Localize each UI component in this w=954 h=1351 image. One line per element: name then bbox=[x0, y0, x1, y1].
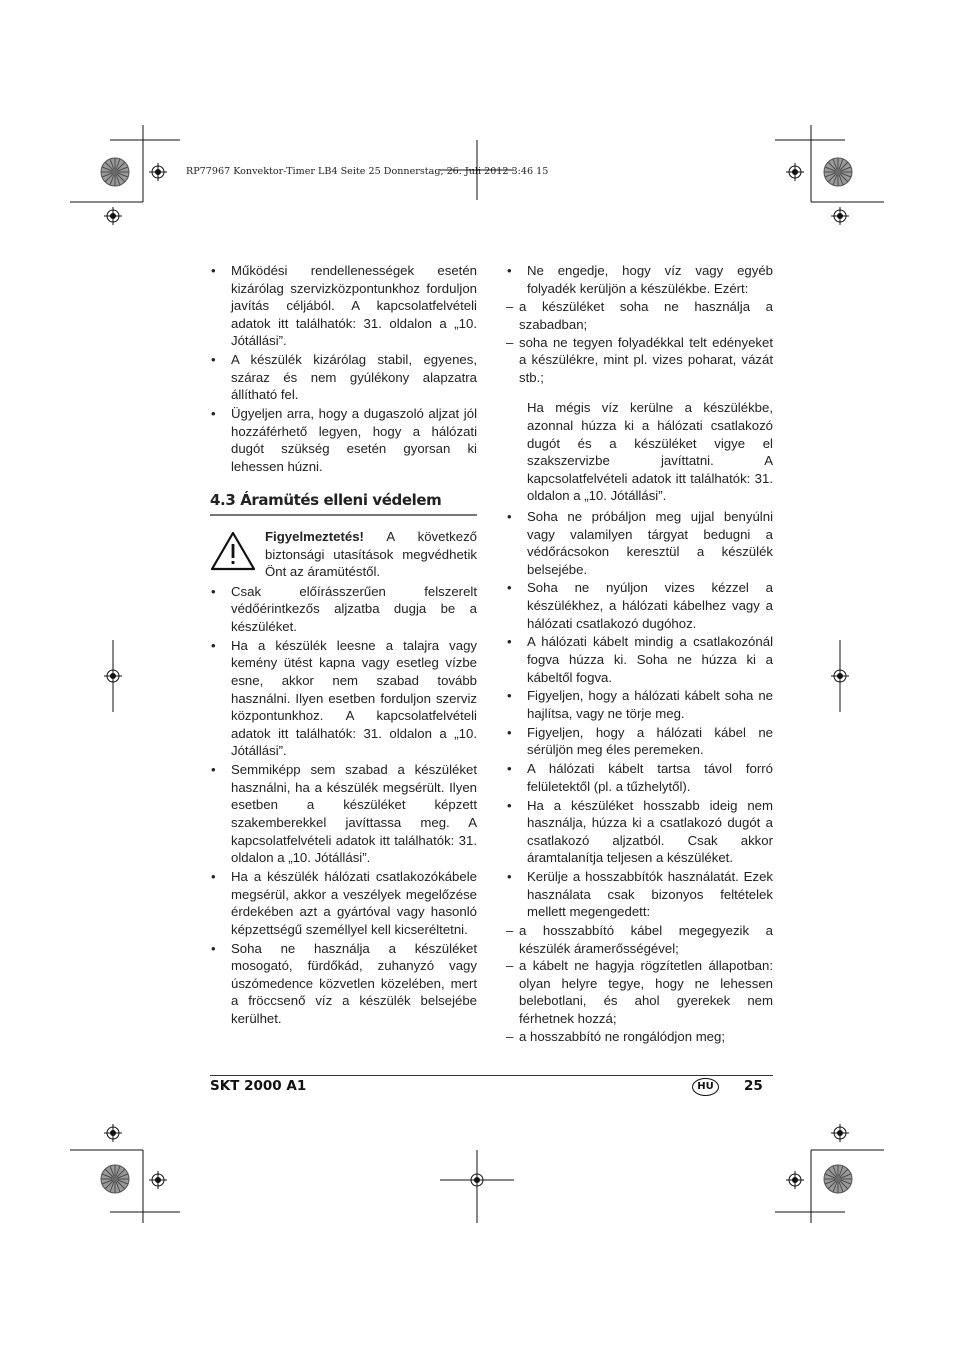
paragraph: Ha mégis víz kerülne a készülékbe, azonnal húzza ki a hálózati csatlakozó dugót és a készüléket vigye el szakszervizbe javíttatni. A kapcsolatfelvételi adatok itt találhatók: 31. oldalon a „10. Jótállási”. bbox=[527, 400, 773, 504]
crop-lines bbox=[70, 125, 884, 1223]
crosshair-registration-icon bbox=[786, 163, 804, 181]
list-item: • Működési rendellenességek esetén kizárólag szervizközpontunkhoz forduljon javítás céljából. A kapcsolatfelvételi adatok itt találhatók: 31. oldalon a „10. Jótállási”. bbox=[210, 262, 477, 350]
list-item: • Ha a készülék hálózati csatlakozókábele megsérül, akkor a veszélyek megelőzése érdekében azt a gyártóval vagy hasonló képzettségű személlyel kell kicseréltetni. bbox=[210, 868, 477, 938]
color-wheel-icon bbox=[101, 1165, 129, 1193]
crosshair-registration-icon bbox=[831, 207, 849, 225]
crosshair-registration-icon bbox=[104, 1124, 122, 1142]
footer-model: SKT 2000 A1 bbox=[210, 1078, 307, 1094]
print-header: RP77967 Konvektor-Timer LB4 Seite 25 Donnerstag, 26. Juli 2012 3:46 15 bbox=[186, 166, 549, 177]
list-item: • Ügyeljen arra, hogy a dugaszoló aljzat jól hozzáférhető legyen, hogy a hálózati dugót szükség esetén gyorsan ki lehessen húzni. bbox=[210, 405, 477, 475]
crosshair-registration-icon bbox=[468, 1171, 486, 1189]
list-item: • Ha a készülék leesne a talajra vagy kemény ütést kapna vagy esetleg vízbe esne, akkor nem szabad tovább használni. Ilyen esetben forduljon szerviz központunkhoz. A kapcsolatfelvételi adatok itt találhatók: 31. oldalon a „10. Jótállási”. bbox=[210, 637, 477, 760]
crosshair-registration-icon bbox=[831, 1124, 849, 1142]
list-item: • Csak előírásszerűen felszerelt védőérintkezős aljzatba dugja be a készüléket. bbox=[210, 583, 477, 636]
list-item: • A készülék kizárólag stabil, egyenes, száraz és nem gyúlékony alapzatra állítható fel. bbox=[210, 351, 477, 404]
list-item: • Semmiképp sem szabad a készüléket használni, ha a készülék megsérült. Ilyen esetben a készüléket képzett szakemberekkel javíttassa meg. A kapcsolatfelvételi adatok itt találhatók: 31. oldalon a „10. Jótállási”. bbox=[210, 761, 477, 867]
crosshair-registration-icon bbox=[104, 207, 122, 225]
page-number: 25 bbox=[744, 1078, 763, 1094]
list-item: • Figyeljen, hogy a hálózati kábelt soha ne hajlítsa, vagy ne törje meg. bbox=[506, 687, 773, 722]
language-badge: HU bbox=[692, 1078, 719, 1096]
dash-item: – a hosszabbító ne rongálódjon meg; bbox=[506, 1028, 773, 1046]
crosshair-registration-icon bbox=[831, 667, 849, 685]
list-item: • Figyeljen, hogy a hálózati kábel ne sérüljön meg éles peremeken. bbox=[506, 724, 773, 759]
warning-text: A következő biztonsági utasítások megvédhetik Önt az áramütéstől. bbox=[265, 529, 477, 580]
color-wheel-icon bbox=[101, 158, 129, 186]
dash-item: – soha ne tegyen folyadékkal telt edényeket a készülékre, mint pl. vizes poharat, vázát stb.; bbox=[506, 334, 773, 387]
dash-item: – a készüléket soha ne használja a szabadban; bbox=[506, 298, 773, 333]
section-title: 4.3 Áramütés elleni védelem bbox=[210, 492, 477, 517]
warning-label: Figyelmeztetés! bbox=[265, 529, 364, 545]
list-item: • A hálózati kábelt tartsa távol forró felületektől (pl. a tűzhelytől). bbox=[506, 760, 773, 795]
list-item-text: • Ne engedje, hogy víz vagy egyéb folyadék kerüljön a készülékbe. Ezért: bbox=[527, 263, 773, 296]
color-wheel-icon bbox=[824, 1165, 852, 1193]
list-item: • Kerülje a hosszabbítók használatát. Ezek használata csak bizonyos feltételek mellett megengedett: bbox=[506, 868, 773, 921]
color-wheel-icon bbox=[824, 158, 852, 186]
list-item: • Soha ne nyúljon vizes kézzel a készülékhez, a hálózati kábelhez vagy a hálózati csatlakozó dugóhoz. bbox=[506, 579, 773, 632]
crosshair-registration-icon bbox=[149, 163, 167, 181]
list-item: • Ha a készüléket hosszabb ideig nem használja, húzza ki a csatlakozó dugót a csatlakozó aljzatból. Csak akkor áramtalanítja teljesen a készüléket. bbox=[506, 797, 773, 867]
list-item: • Soha ne használja a készüléket mosogató, fürdőkád, zuhanyzó vagy úszómedence közvetlen közelében, mert a fröccsenő víz a készülék belsejébe kerülhet. bbox=[210, 940, 477, 1028]
dash-item: – a kábelt ne hagyja rögzítetlen állapotban: olyan helyre tegye, hogy ne lehessen belebotlani, és ahol gyerekek nem férhetnek hozzá; bbox=[506, 957, 773, 1027]
crosshair-registration-icon bbox=[786, 1171, 804, 1189]
list-item: • Soha ne próbáljon meg ujjal benyúlni vagy valamilyen tárgyat bedugni a védőrácsokon keresztül a készülék belsejébe. bbox=[506, 508, 773, 578]
crosshair-registration-icon bbox=[149, 1171, 167, 1189]
dash-item: – a hosszabbító kábel megegyezik a készülék áramerősségével; bbox=[506, 922, 773, 957]
list-item: • A hálózati kábelt mindig a csatlakozónál fogva húzza ki. Soha ne húzza ki a kábeltől fogva. bbox=[506, 633, 773, 686]
crosshair-registration-icon bbox=[104, 667, 122, 685]
